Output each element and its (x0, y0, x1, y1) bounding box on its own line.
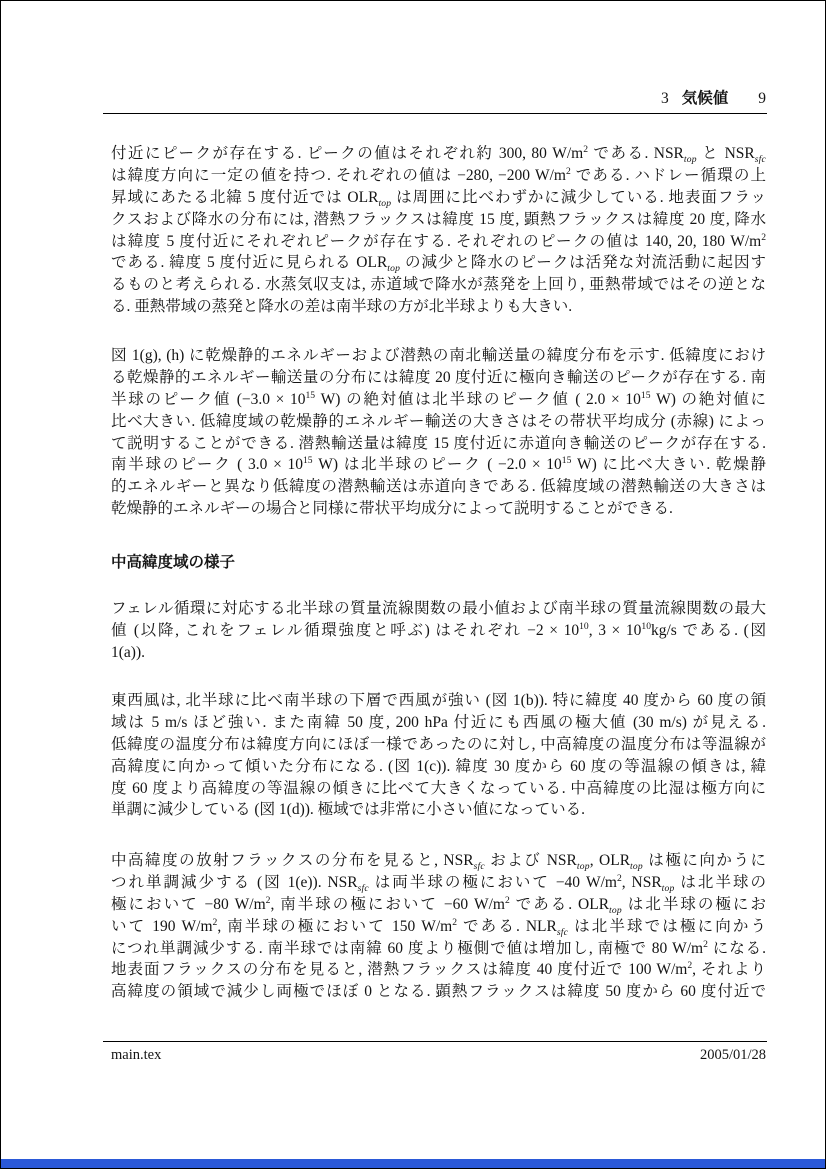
text-line: 低緯度の温度分布は緯度方向にほぼ一様であったのに対し, 中高緯度の温度分布は等温線が (111, 735, 766, 753)
text-line: フェレル循環に対応する北半球の質量流線関数の最小値および南半球の質量流線関数の最大 (111, 600, 766, 617)
text-line: 比べ大きい. 低緯度域の乾燥静的エネルギー輸送の大きさはその帯状平均成分 (赤線) によっ (111, 412, 766, 430)
paragraph-zonal-wind (111, 690, 766, 821)
bottom-accent-bar (1, 1159, 825, 1168)
text-line: は緯度方向に一定の値を持つ. それぞれの値は −280, −200 $W/m^2$ である. ハドレー循環の上 (111, 165, 766, 184)
text-line: 的エネルギーと異なり低緯度の潜熱輸送は赤道向きである. 低緯度域の潜熱輸送の大きさは (111, 478, 766, 496)
footer-rule (103, 1041, 767, 1042)
text-line: るものと考えられる. 水蒸気収支は, 赤道域で降水が蒸発を上回り, 亜熱帯域ではその逆とな (111, 276, 766, 294)
text-line: 単調に減少している (図 1(d)). 極域では非常に小さい値になっている. (111, 801, 586, 819)
text-line: である. 緯度 5 度付近に見られる $OLR_{top}$ の減少と降水のピークは活発な対流活動に起因す (111, 254, 766, 275)
text-line: 昇域にあたる北緯 5 度付近では $OLR_{top}$ は周囲に比べわずかに減少している. 地表面フラッ (111, 188, 766, 209)
subsection-heading: 中高緯度域の様子 (111, 554, 236, 571)
text-line: 付近にピークが存在する. ピークの値はそれぞれ約 300, 80 $W/m^2$ である. $NSR_{top}$ と $NSR_{sfc}$ (111, 143, 766, 166)
header-section-title: 気候値 (681, 90, 729, 107)
text-line: 図 1(g), (h) に乾燥静的エネルギーおよび潜熱の南北輸送量の緯度分布を示す. 低緯度におけ (111, 347, 766, 364)
header-rule (103, 113, 767, 114)
text-line: 1(a)). (111, 643, 145, 661)
text-line: クスおよび降水の分布には, 潜熱フラックスは緯度 15 度, 顕熱フラックスは緯度 20 度, 降水 (111, 210, 766, 228)
text-line: る乾燥静的エネルギー輸送量の分布には緯度 20 度付近に極向き輸送のピークが存在する. 南 (111, 368, 766, 386)
header-page-number: 9 (758, 90, 766, 107)
paragraph-ferrel-circulation (111, 598, 766, 664)
text-line: 地表面フラックスの分布を見ると, 潜熱フラックスは緯度 40 度付近で 100 $W/m^2$, それより (111, 960, 766, 979)
footer-filename: main.tex (111, 1047, 162, 1063)
paragraph-energy-transport (111, 345, 766, 520)
text-line: 乾燥静的エネルギーの場合と同様に帯状平均成分によって説明することができる. (111, 500, 673, 518)
page-header (111, 86, 766, 108)
text-line: いて 190 $W/m^2$, 南半球の極において 150 $W/m^2$ である. $NLR_{sfc}$ は北半球では極に向かう (111, 916, 766, 938)
text-line: て説明することができる. 潜熱輸送量は緯度 15 度付近に赤道向き輸送のピークが存在する. (111, 434, 766, 452)
text-line: 中高緯度の放射フラックスの分布を見ると, $NSR_{sfc}$ および $NSR_{top}$, $OLR_{top}$ は極に向かうに (111, 852, 766, 873)
text-line: 極において −80 $W/m^2$, 南半球の極において −60 $W/m^2$ である. $OLR_{top}$ は北半球の極にお (111, 894, 766, 916)
text-line: 半球のピーク値 ($-3.0 \times 10^{15}$ W) の絶対値は北半球のピーク値 ( $2.0 \times 10^{15}$ W) の絶対値に (111, 389, 767, 408)
paragraph-midlatitude-flux (111, 850, 766, 1003)
text-line: 東西風は, 北半球に比べ南半球の下層で西風が強い (図 1(b)). 特に緯度 40 度から 60 度の領 (111, 692, 766, 709)
text-line: 南半球のピーク ( $3.0 \times 10^{15}$ W) は北半球のピーク ( $-2.0 \times 10^{15}$ W) に比べ大きい. 乾燥静 (111, 455, 766, 474)
text-line: 高緯度に向かって傾いた分布になる. (図 1(c)). 緯度 30 度から 60 度の等温線の傾きは, 緯 (111, 757, 766, 775)
text-line: る. 亜熱帯域の蒸発と降水の差は南半球の方が北半球よりも大きい. (111, 298, 573, 316)
header-section-number: 3 (660, 90, 669, 107)
text-line: 域は 5 m/s ほど強い. また南緯 50 度, 200 hPa 付近にも西風の極大値 (30 m/s) が見える. (111, 713, 766, 731)
text-line: につれ単調減少する. 南半球では南緯 60 度より極側で値は増加し, 南極で 80 $W/m^2$ になる. (111, 938, 766, 957)
text-line: 度 60 度より高緯度の等温線の傾きに比べて大きくなっている. 中高緯度の比湿は極方向に (111, 779, 766, 797)
text-line: 値 (以降, これをフェレル循環強度と呼ぶ) はそれぞれ $-2 \times 10^{10}$, $3 \times 10^{10}kg/s$ である. (図 (111, 620, 766, 639)
paragraph-radiation-peaks (111, 143, 766, 318)
text-line: 高緯度の領域で減少し両極でほぼ 0 となる. 顕熱フラックスは緯度 50 度から 60 度付近で (111, 983, 766, 1001)
text-line: は緯度 5 度付近にそれぞれピークが存在する. それぞれのピークの値は 140, 20, 180 $W/m^2$ (111, 231, 766, 250)
text-line: つれ単調減少する (図 1(e)). $NSR_{sfc}$ は両半球の極において −40 $W/m^2$, $NSR_{top}$ は北半球の (111, 872, 766, 894)
footer-date: 2005/01/28 (699, 1047, 766, 1063)
page-footer (111, 1047, 766, 1067)
